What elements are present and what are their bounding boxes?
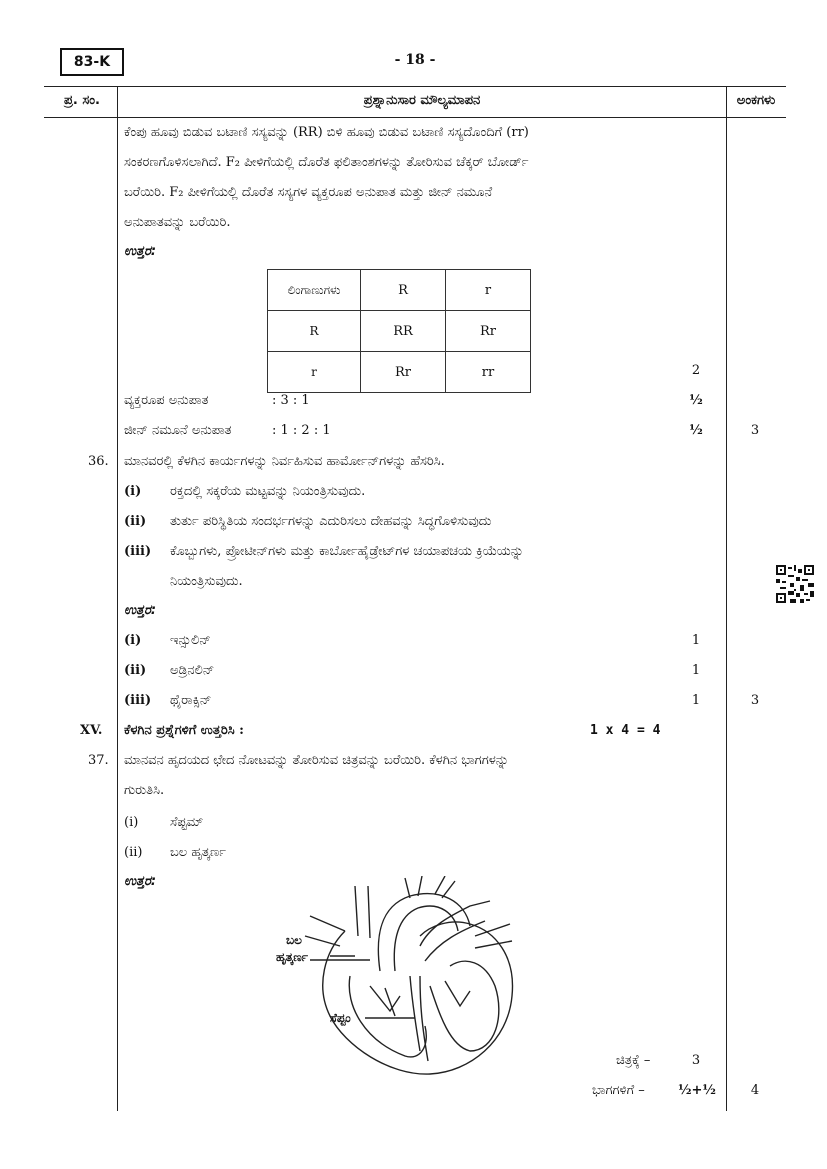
q37-item-text: ಸೆಪ್ಟಮ್ bbox=[170, 815, 204, 830]
punnett-square bbox=[267, 269, 531, 393]
punnett-cell: Rr bbox=[446, 311, 531, 352]
section-title: ಕೆಳಗಿನ ಪ್ರಶ್ನೆಗಳಿಗೆ ಉತ್ತರಿಸಿ : bbox=[124, 723, 244, 738]
column-header-no: ಪ್ರ. ಸಂ. bbox=[64, 93, 100, 108]
punnett-cell: r bbox=[268, 352, 361, 393]
q36-item-label: (i) bbox=[124, 484, 142, 499]
punnett-cell: Rr bbox=[361, 352, 446, 393]
q36-answer-label-item: (i) bbox=[124, 633, 142, 648]
q35-answer-label: ಉತ್ತರ: bbox=[124, 244, 157, 259]
heart-diagram bbox=[270, 876, 520, 1076]
q36-number: 36. bbox=[88, 454, 109, 469]
q35-line-3: ಬರೆಯಿರಿ. F₂ ಪೀಳಿಗೆಯಲ್ಲಿ ದೊರೆತ ಸಸ್ಯಗಳ ವ್ಯಕ್ತರೂಪ ಅನುಪಾತ ಮತ್ತು ಜೀನ್ ನಮೂನೆ bbox=[124, 185, 493, 200]
q35-table-mark: 2 bbox=[691, 363, 701, 378]
parts-mark-label: ಭಾಗಗಳಿಗೆ – bbox=[592, 1083, 645, 1098]
q36-item-text: ಕೊಬ್ಬುಗಳು, ಪ್ರೋಟೀನ್‌ಗಳು ಮತ್ತು ಕಾರ್ಬೋಹೈಡ್ರೇಟ್‌ಗಳ ಚಯಾಪಚಯ ಕ್ರಿಯೆಯನ್ನು bbox=[170, 544, 524, 559]
q37-total: 4 bbox=[750, 1083, 760, 1098]
q37-item-label: (i) bbox=[124, 815, 139, 830]
col-divider-2 bbox=[726, 86, 727, 1111]
q36-total: 3 bbox=[750, 693, 760, 708]
table-header-border bbox=[44, 117, 786, 118]
punnett-cell: r bbox=[446, 270, 531, 311]
drawing-mark-label: ಚಿತ್ರಕ್ಕೆ – bbox=[616, 1053, 651, 1068]
q36-answer-label-item: (iii) bbox=[124, 693, 152, 708]
q36-question: ಮಾನವರಲ್ಲಿ ಕೆಳಗಿನ ಕಾರ್ಯಗಳನ್ನು ನಿರ್ವಹಿಸುವ ಹಾರ್ಮೋನ್‌ಗಳನ್ನು ಹೆಸರಿಸಿ. bbox=[124, 454, 445, 469]
q36-item-text-cont: ನಿಯಂತ್ರಿಸುವುದು. bbox=[170, 574, 243, 589]
qr-code-icon bbox=[776, 565, 814, 603]
column-header-main: ಪ್ರಶ್ನಾನುಸಾರ ಮೌಲ್ಯಮಾಪನ bbox=[363, 93, 481, 108]
phenotype-value: : 3 : 1 bbox=[272, 393, 310, 408]
column-header-marks: ಅಂಕಗಳು bbox=[736, 93, 776, 108]
q37-question-line2: ಗುರುತಿಸಿ. bbox=[124, 783, 165, 798]
section-number: XV. bbox=[80, 723, 103, 738]
q36-item-text: ತುರ್ತು ಪರಿಸ್ಥಿತಿಯ ಸಂದರ್ಭಗಳನ್ನು ಎದುರಿಸಲು ದೇಹವನ್ನು ಸಿದ್ಧಗೊಳಿಸುವುದು bbox=[170, 514, 492, 529]
genotype-mark: ½ bbox=[689, 423, 703, 438]
q36-answer-label-item: (ii) bbox=[124, 663, 147, 678]
q36-answer-mark: 1 bbox=[691, 633, 701, 648]
page-number: - 18 - bbox=[394, 52, 436, 68]
punnett-cell: rr bbox=[446, 352, 531, 393]
genotype-value: : 1 : 2 : 1 bbox=[272, 423, 331, 438]
q35-line-1: ಕೆಂಪು ಹೂವು ಬಿಡುವ ಬಟಾಣಿ ಸಸ್ಯವನ್ನು (RR) ಬಿಳಿ ಹೂವು ಬಿಡುವ ಬಟಾಣಿ ಸಸ್ಯದೊಂದಿಗೆ (rr) bbox=[124, 125, 529, 140]
parts-mark: ½+½ bbox=[677, 1083, 716, 1098]
q36-answer-text: ಅಡ್ರಿನಲಿನ್ bbox=[170, 663, 215, 678]
q35-line-4: ಅನುಪಾತವನ್ನು ಬರೆಯಿರಿ. bbox=[124, 215, 231, 230]
paper-code: 83-K bbox=[60, 48, 124, 76]
q37-number: 37. bbox=[88, 753, 109, 768]
q37-question-line1: ಮಾನವನ ಹೃದಯದ ಛೇದ ನೋಟವನ್ನು ತೋರಿಸುವ ಚಿತ್ರವನ್ನು ಬರೆಯಿರಿ. ಕೆಳಗಿನ ಭಾಗಗಳನ್ನು bbox=[124, 753, 509, 768]
q36-answer-mark: 1 bbox=[691, 693, 701, 708]
label-septum: ಸೆಪ್ಟಂ bbox=[330, 1011, 351, 1025]
punnett-cell: ಲಿಂಗಾಣುಗಳು bbox=[268, 270, 361, 311]
q36-answer-text: ಇನ್ಸುಲಿನ್ bbox=[170, 633, 211, 648]
q36-answer-label: ಉತ್ತರ: bbox=[124, 603, 157, 618]
q37-answer-label: ಉತ್ತರ: bbox=[124, 874, 157, 889]
table-top-border bbox=[44, 86, 786, 87]
q35-total: 3 bbox=[750, 423, 760, 438]
q36-answer-mark: 1 bbox=[691, 663, 701, 678]
phenotype-mark: ½ bbox=[689, 393, 703, 408]
col-divider-1 bbox=[117, 86, 118, 1111]
punnett-cell: RR bbox=[361, 311, 446, 352]
punnett-cell: R bbox=[361, 270, 446, 311]
label-right-atrium-2: ಹೃತ್ಕರ್ಣ bbox=[276, 950, 308, 964]
q35-line-2: ಸಂಕರಣಗೊಳಿಸಲಾಗಿದೆ. F₂ ಪೀಳಿಗೆಯಲ್ಲಿ ದೊರೆತ ಫಲಿತಾಂಶಗಳನ್ನು ತೋರಿಸುವ ಚೆಕ್ಕರ್ ಬೋರ್ಡ್ bbox=[124, 155, 529, 170]
drawing-mark: 3 bbox=[691, 1053, 701, 1068]
section-marks-formula: 1 x 4 = 4 bbox=[590, 723, 661, 738]
q37-item-text: ಬಲ ಹೃತ್ಕರ್ಣ bbox=[170, 845, 226, 860]
q36-item-label: (iii) bbox=[124, 544, 152, 559]
phenotype-label: ವ್ಯಕ್ತರೂಪ ಅನುಪಾತ bbox=[124, 393, 209, 408]
genotype-label: ಜೀನ್ ನಮೂನೆ ಅನುಪಾತ bbox=[124, 423, 232, 438]
q36-item-label: (ii) bbox=[124, 514, 147, 529]
q36-answer-text: ಥೈರಾಕ್ಸಿನ್ bbox=[170, 693, 212, 708]
q36-item-text: ರಕ್ತದಲ್ಲಿ ಸಕ್ಕರೆಯ ಮಟ್ಟವನ್ನು ನಿಯಂತ್ರಿಸುವುದು. bbox=[170, 484, 366, 499]
q37-item-label: (ii) bbox=[124, 845, 143, 860]
punnett-cell: R bbox=[268, 311, 361, 352]
label-right-atrium-1: ಬಲ bbox=[286, 933, 302, 947]
